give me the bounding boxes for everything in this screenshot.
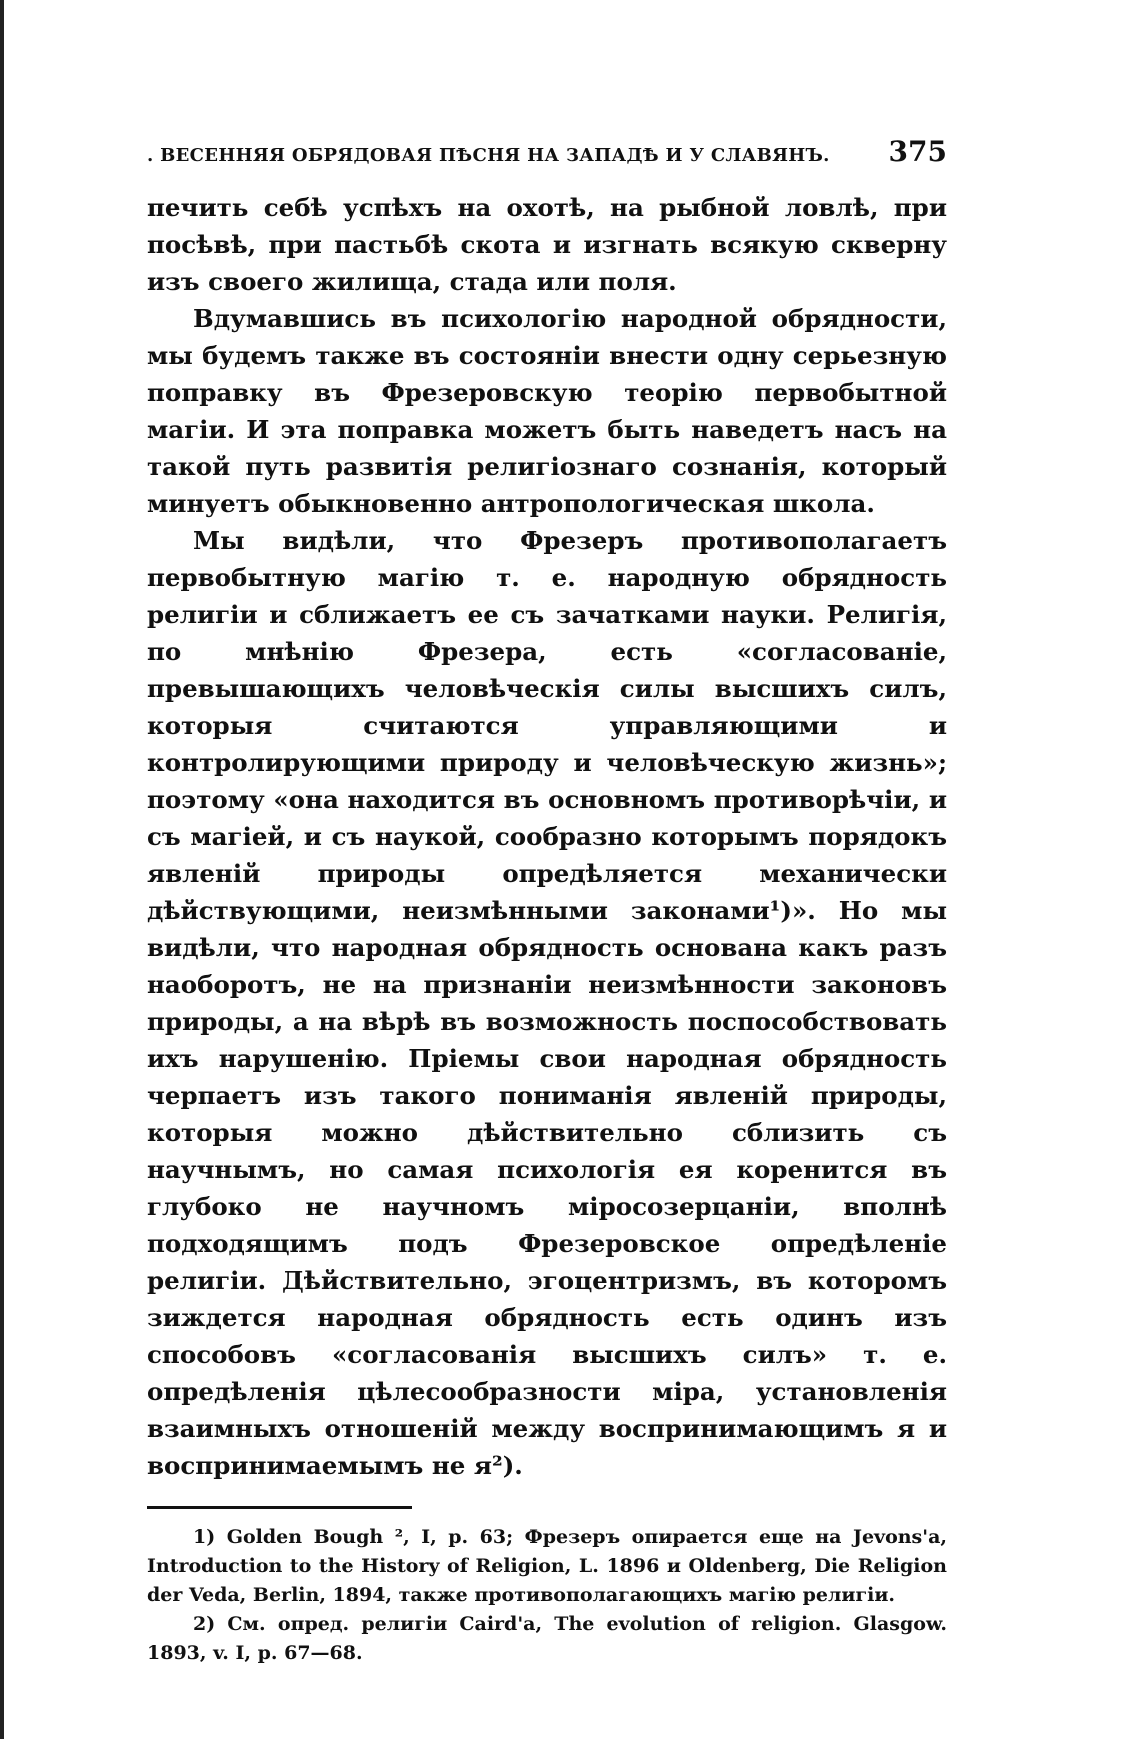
paragraph-magic-religion: Мы видѣли, что Фрезеръ противополагаетъ первобытную магію т. е. народную обрядность религіи и сближаетъ ее съ зачатками науки. Религія, по мнѣнію Фрезера, есть «согласованіе, превышающихъ человѣческія силы высшихъ силъ, которыя считаются управляющими и контролирующими природу и человѣческую жизнь»; поэтому «она находится въ основномъ противорѣчіи, и съ магіей, и съ наукой, сообразно которымъ порядокъ явленій природы опредѣляется механически дѣйствующими, неизмѣнными законами¹)». Но мы видѣли, что народная обрядность основана какъ разъ наоборотъ, не на признаніи неизмѣнности законовъ природы, а на вѣрѣ въ возможность поспособствовать ихъ нарушенію. Пріемы свои народная обрядность черпаетъ изъ такого пониманія явленій природы, которыя можно дѣйствительно сблизить съ научнымъ, но самая психологія ея коренится въ глубоко не научномъ міросозерцаніи, вполнѣ подходящимъ подъ Фрезеровское опредѣленіе религіи. Дѣйствительно, эгоцентризмъ, въ которомъ зиждется народная обрядность есть одинъ изъ способовъ «согласованія высшихъ силъ» т. е. опредѣленія цѣлесообразности міра, установленія взаимныхъ отношеній между воспринимающимъ я и воспринимаемымъ не я²). bbox=[147, 526, 947, 1480]
paragraph-frazer-theory: Вдумавшись въ психологію народной обрядности, мы будемъ также въ состояніи внести одну серьезную поправку въ Фрезеровскую теорію первобытной магіи. И эта поправка можетъ быть наведетъ насъ на такой путь развитія религіознаго сознанія, который минуетъ обыкновенно антропологическая школа. bbox=[147, 304, 947, 518]
footnote-rule bbox=[147, 1506, 412, 1509]
paragraph-continuation: печить себѣ успѣхъ на охотѣ, на рыбной ловлѣ, при посѣвѣ, при пастьбѣ скота и изгнать всякую скверну изъ своего жилища, стада или поля. bbox=[147, 193, 947, 296]
scan-edge bbox=[0, 0, 4, 1739]
body-text bbox=[147, 189, 947, 1484]
running-title: . ВЕСЕННЯЯ ОБРЯДОВАЯ ПѢСНЯ НА ЗАПАДѢ И У СЛАВЯНЪ. bbox=[147, 145, 830, 166]
running-head bbox=[147, 135, 947, 175]
book-page bbox=[147, 135, 947, 1668]
footnotes bbox=[147, 1523, 947, 1668]
page-number: 375 bbox=[888, 135, 947, 168]
footnote-2: 2) См. опред. религіи Caird'a, The evolution of religion. Glasgow. 1893, v. I, p. 67—68. bbox=[147, 1613, 947, 1664]
footnote-1: 1) Golden Bough ², I, p. 63; Фрезеръ опирается еще на Jevons'a, Introduction to the History of Religion, L. 1896 и Oldenberg, Die Religion der Veda, Berlin, 1894, также противополагающихъ магію религіи. bbox=[147, 1526, 947, 1606]
